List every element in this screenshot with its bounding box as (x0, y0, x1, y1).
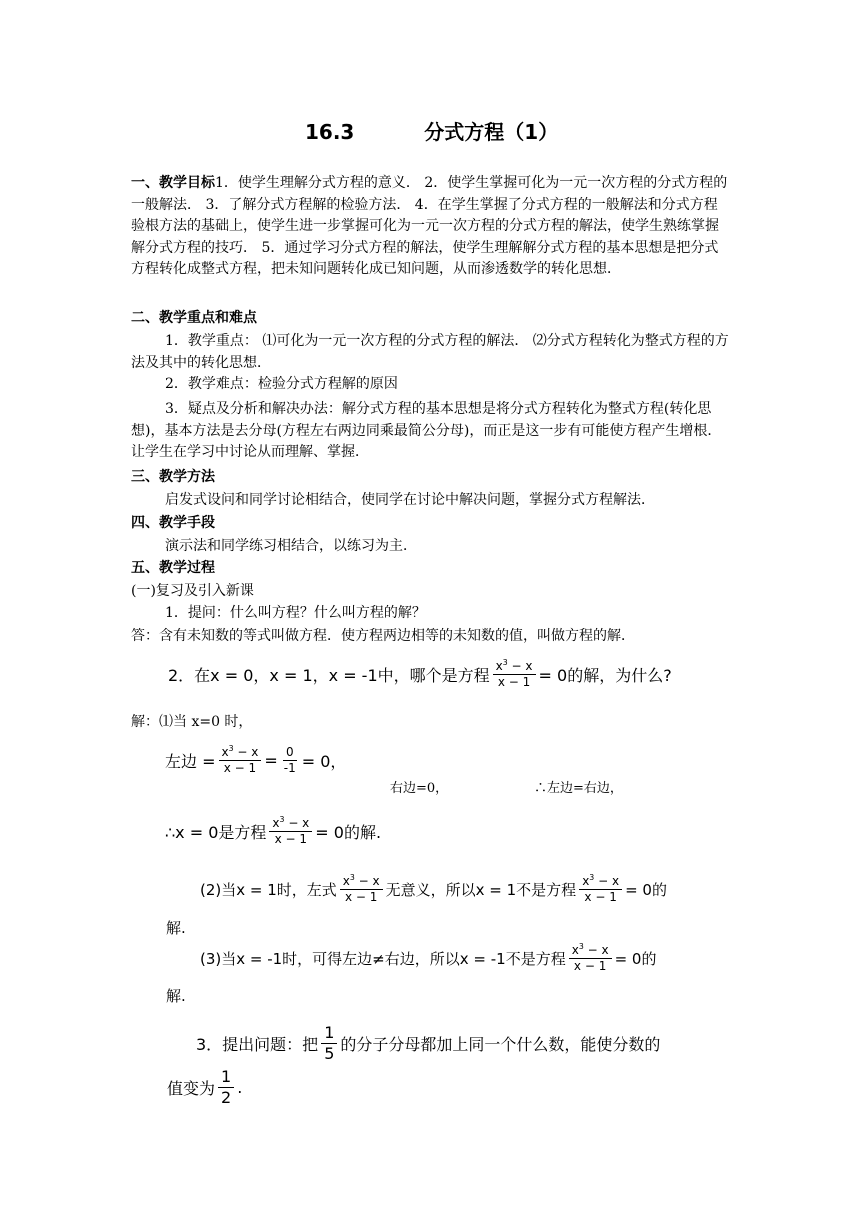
subheading: (一)复习及引入新课 (131, 583, 254, 599)
question-2 (168, 658, 672, 690)
question-3: 3．提出问题：把 $\frac{1}{5}$ 的分子分母都加上同一个什么数，能使分数的 (196, 1023, 661, 1063)
fraction: $\frac{x^3 - x}{x - 1}$ (569, 942, 612, 974)
section-objectives (131, 173, 731, 281)
fraction-one-half: $\frac{1}{2}$ (218, 1067, 234, 1108)
title-name: 分式方程（1） (424, 120, 559, 144)
right-side: 右边=0， (390, 781, 449, 796)
paragraph: 演示法和同学练习相结合，以练习为主． (165, 538, 417, 554)
question-text: = 0的解，为什么? (538, 665, 672, 685)
question-text: 2．在x = 0，x = 1，x = -1中，哪个是方程 (168, 665, 490, 685)
case-3: (3)当x = -1时，可得左边≠右边，所以x = -1不是方程 $\frac{x^3 - x}{x - 1}$ = 0的 (200, 942, 657, 973)
therefore-equal: ∴左边=右边， (534, 781, 623, 796)
section-heading: 四、教学手段 (131, 515, 215, 531)
case-2: (2)当x = 1时，左式 $\frac{x^3 - x}{x - 1}$ 无意义，所以x = 1不是方程 $\frac{x^3 - x}{x - 1}$ = 0的 (200, 873, 667, 904)
paragraph: 1．教学重点： ⑴可化为一元一次方程的分式方程的解法． ⑵分式方程转化为整式方程的方法及其中的转化思想． (131, 333, 729, 371)
fraction: $\frac{x^3 - x}{x - 1}$ (340, 873, 383, 905)
section-heading: 一、教学目标 (131, 175, 215, 191)
fraction: $\frac{x^3 - x}{x - 1}$ (269, 815, 312, 847)
fraction-zero: $\frac{0}{-1}$ (283, 744, 296, 775)
paragraph: 启发式设问和同学讨论相结合，使同学在讨论中解决问题，掌握分式方程解法． (165, 492, 655, 508)
section-body: 1．使学生理解分式方程的意义． 2．使学生掌握可化为一元一次方程的分式方程的一般解法． 3．了解分式方程解的检验方法． 4．在学生掌握了分式方程的一般解法和分式方程验根方法的基础上，使学生进一步掌握可化为一元一次方程的分式方程的解法，使学生熟练掌握解分式方程的技巧． 5．通过学习分式方程的解法，使学生理解解分式方程的基本思想是把分式方程转化成整式方程，把未知问题转化成已知问题，从而渗透数学的转化思想． (131, 175, 728, 277)
fraction: $\frac{x^3 - x}{x - 1}$ (219, 744, 262, 776)
page-title (305, 116, 558, 145)
fraction: $\frac{x^3 - x}{x - 1}$ (493, 658, 536, 690)
left-side-computation: 左边 = $\frac{x^3 - x}{x - 1}$ = $\frac{0}{-1}$ = 0， (165, 744, 347, 775)
conclusion: ∴x = 0是方程 $\frac{x^3 - x}{x - 1}$ = 0的解. (165, 815, 382, 846)
question: 1．提问：什么叫方程？什么叫方程的解？ (165, 605, 426, 621)
section-heading: 三、教学方法 (131, 469, 215, 485)
title-number: 16.3 (305, 120, 355, 144)
case-3-end: 解. (166, 987, 186, 1005)
section-heading: 五、教学过程 (131, 560, 215, 576)
fraction-one-fifth: $\frac{1}{5}$ (321, 1023, 337, 1064)
solution-label: 解：⑴当 x=0 时， (131, 714, 253, 730)
paragraph: 2．教学难点：检验分式方程解的原因 (165, 376, 398, 392)
fraction: $\frac{x^3 - x}{x - 1}$ (579, 873, 622, 905)
question-3-line-2: 值变为 $\frac{1}{2}$ . (167, 1067, 243, 1107)
case-2-end: 解. (166, 919, 186, 937)
answer: 答：含有未知数的等式叫做方程．使方程两边相等的未知数的值，叫做方程的解． (131, 628, 635, 644)
section-heading: 二、教学重点和难点 (131, 310, 257, 326)
paragraph: 3．疑点及分析和解决办法：解分式方程的基本思想是将分式方程转化为整式方程(转化思想)，基本方法是去分母(方程左右两边同乘最简公分母)，而正是这一步有可能使方程产生增根．让学生在学习中讨论从而理解、掌握． (131, 401, 722, 460)
